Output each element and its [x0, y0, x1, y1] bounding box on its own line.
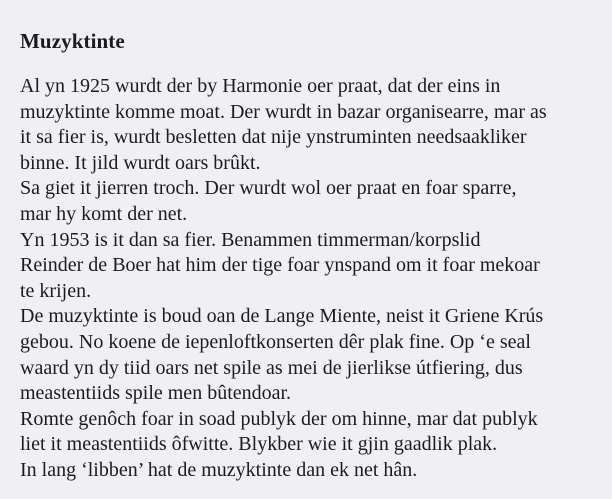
- text-line: te krijen.: [20, 279, 92, 302]
- text-line: muzyktinte komme moat. Der wurdt in bazar organisearre, mar as: [20, 100, 547, 123]
- text-line: it sa fier is, wurdt besletten dat nije ynstruminten needsaakliker: [20, 126, 527, 149]
- text-line: In lang ‘libben’ hat de muzyktinte dan ek net hân.: [20, 458, 418, 481]
- text-line: liet it meastentiids ôfwitte. Blykber wie it gjin gaadlik plak.: [20, 433, 498, 456]
- text-line: waard yn dy tiid oars net spile as mei de jierlikse útfiering, dus: [20, 356, 523, 379]
- text-line: Yn 1953 is it dan sa fier. Benammen timmerman/korpslid: [20, 228, 481, 251]
- text-line: De muzyktinte is boud oan de Lange Miente, neist it Griene Krús: [20, 305, 544, 328]
- document-title: Muzyktinte: [20, 29, 125, 53]
- text-line: mar hy komt der net.: [20, 202, 188, 225]
- text-line: gebou. No koene de iepenloftkonserten dêr plak fine. Op ‘e seal: [20, 330, 531, 353]
- text-line: binne. It jild wurdt oars brûkt.: [20, 151, 261, 174]
- text-line: meastentiids spile men bûtendoar.: [20, 382, 292, 405]
- text-line: Romte genôch foar in soad publyk der om hinne, mar dat publyk: [20, 407, 538, 430]
- text-line: Reinder de Boer hat him der tige foar ynspand om it foar mekoar: [20, 254, 540, 277]
- text-line: Al yn 1925 wurdt der by Harmonie oer praat, dat der eins in: [20, 75, 501, 97]
- document-body: [20, 74, 610, 484]
- text-line: Sa giet it jierren troch. Der wurdt wol oer praat en foar sparre,: [20, 177, 517, 200]
